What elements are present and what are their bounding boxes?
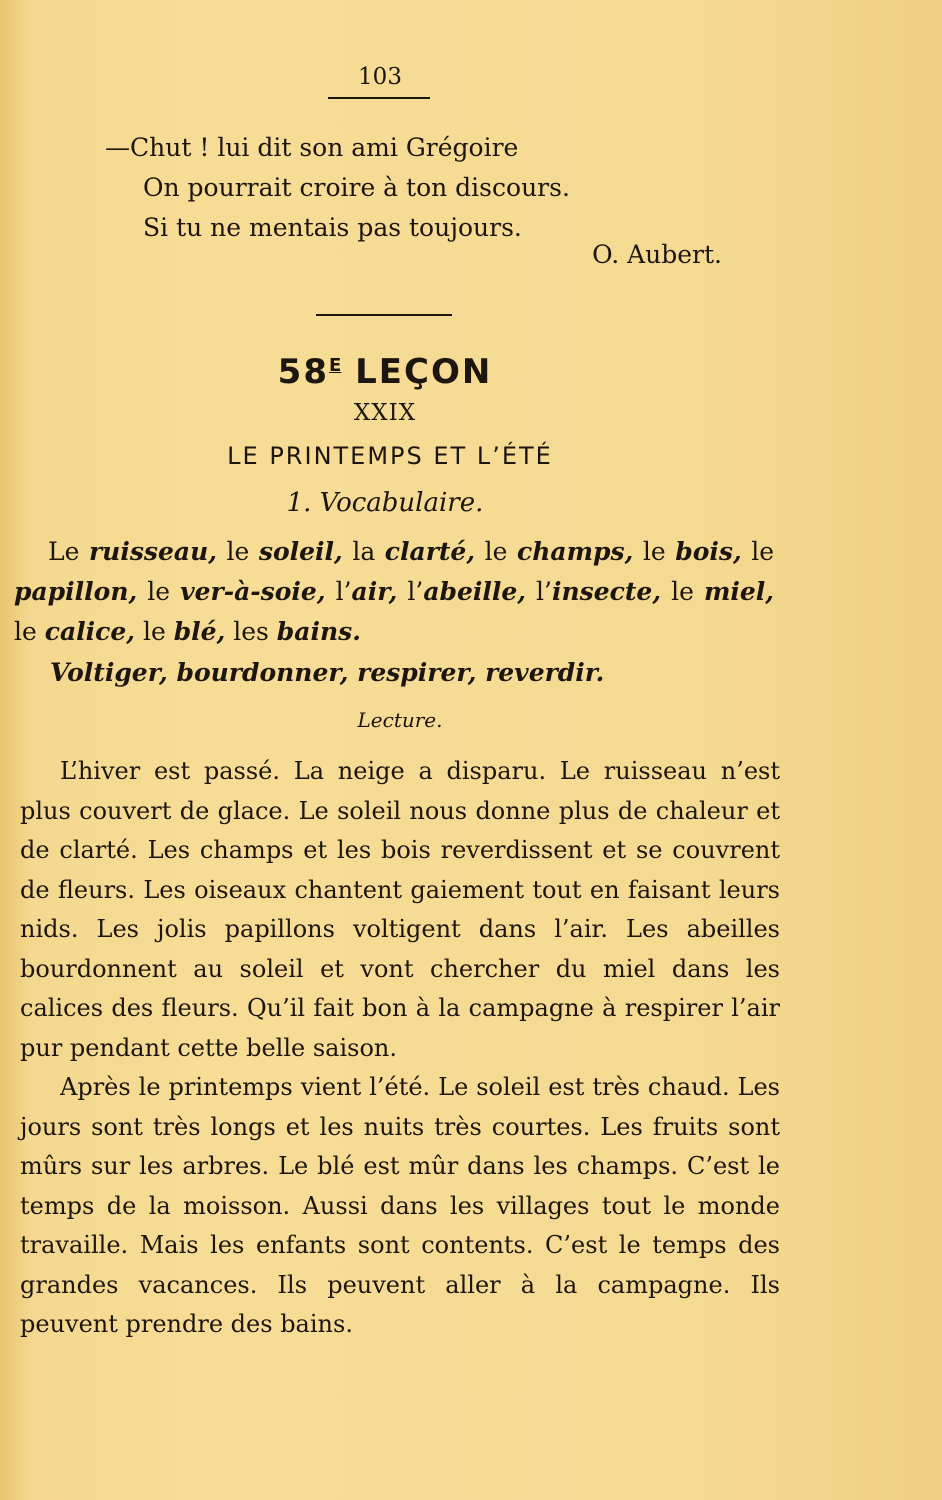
lecture-heading: Lecture. xyxy=(357,708,443,732)
vocab-article: le xyxy=(633,537,676,566)
poem-line: —Chut ! lui dit son ami Grégoire xyxy=(105,133,519,162)
vocab-word: miel, xyxy=(703,577,775,606)
vocab-word: bois, xyxy=(675,537,742,566)
vocab-article: le xyxy=(137,577,181,606)
poem-ending xyxy=(105,128,570,248)
vocab-article: le xyxy=(475,537,517,566)
lesson-ordinal: E xyxy=(328,355,342,376)
poem-line: Si tu ne mentais pas toujours. xyxy=(143,213,522,242)
page-number-rule xyxy=(328,97,430,99)
lesson-heading xyxy=(0,352,770,392)
lesson-number: 58 xyxy=(277,352,329,392)
poem-author: O. Aubert. xyxy=(592,240,722,269)
vocab-word: clarté, xyxy=(384,537,476,566)
vocab-word: abeille, xyxy=(423,577,526,606)
lesson-roman-numeral: XXIX xyxy=(353,400,417,426)
vocab-article: l’ xyxy=(526,577,552,606)
vocab-article: l’ xyxy=(397,577,424,606)
poem-line: On pourrait croire à ton discours. xyxy=(143,173,570,202)
vocab-article: l’ xyxy=(325,577,352,606)
vocab-article: la xyxy=(342,537,385,566)
reading-paragraph: Après le printemps vient l’été. Le soleil est très chaud. Les jours sont très longs et les nuits très courtes. Les fruits sont mûrs sur les arbres. Le blé est mûr dans les champs. C’est le temps de la moisson. Aussi dans les villages tout le monde travaille. Mais les enfants sont contents. C’est le temps des grandes vacances. Ils peuvent aller à la campagne. Ils peuvent prendre des bains. xyxy=(20,1073,780,1338)
vocab-word: blé, xyxy=(173,617,226,646)
lesson-title: LE PRINTEMPS ET L’ÉTÉ xyxy=(227,442,553,470)
vocabulary-paragraph xyxy=(14,532,774,652)
vocab-word: insecte, xyxy=(552,577,662,606)
vocab-article: le xyxy=(661,577,704,606)
vocab-word: ver-à-soie, xyxy=(180,577,326,606)
lesson-word: LEÇON xyxy=(355,352,493,392)
vocab-word: air, xyxy=(351,577,398,606)
vocabulary-heading: 1. Vocabulaire. xyxy=(286,488,484,518)
vocab-word: calice, xyxy=(44,617,135,646)
reading-paragraph: L’hiver est passé. La neige a disparu. Le ruisseau n’est plus couvert de glace. Le soleil nous donne plus de chaleur et de clarté. Les champs et les bois reverdissent et se couvrent de fleurs. Les oiseaux chantent gaiement tout en faisant leurs nids. Les jolis papillons voltigent dans l’air. Les abeilles bourdonnent au soleil et vont chercher du miel dans les calices des fleurs. Qu’il fait bon à la campagne à respirer l’air pur pendant cette belle saison. xyxy=(20,757,780,1062)
vocab-article: Le xyxy=(48,537,89,566)
vocab-article: le xyxy=(135,617,174,646)
vocab-word: ruisseau, xyxy=(88,537,217,566)
vocab-article: le xyxy=(216,537,259,566)
vocabulary-list xyxy=(14,532,774,652)
section-divider xyxy=(316,314,452,316)
vocab-word: papillon, xyxy=(14,577,138,606)
vocabulary-verbs: Voltiger, bourdonner, respirer, reverdir. xyxy=(50,658,605,687)
vocab-article: le xyxy=(14,617,45,646)
vocab-word: champs, xyxy=(516,537,634,566)
reading-text xyxy=(20,752,780,1345)
vocab-article: les xyxy=(225,617,277,646)
page-number: 103 xyxy=(358,64,402,90)
vocab-article: le xyxy=(741,537,775,566)
vocab-word: bains. xyxy=(276,617,361,646)
vocab-word: soleil, xyxy=(258,537,343,566)
